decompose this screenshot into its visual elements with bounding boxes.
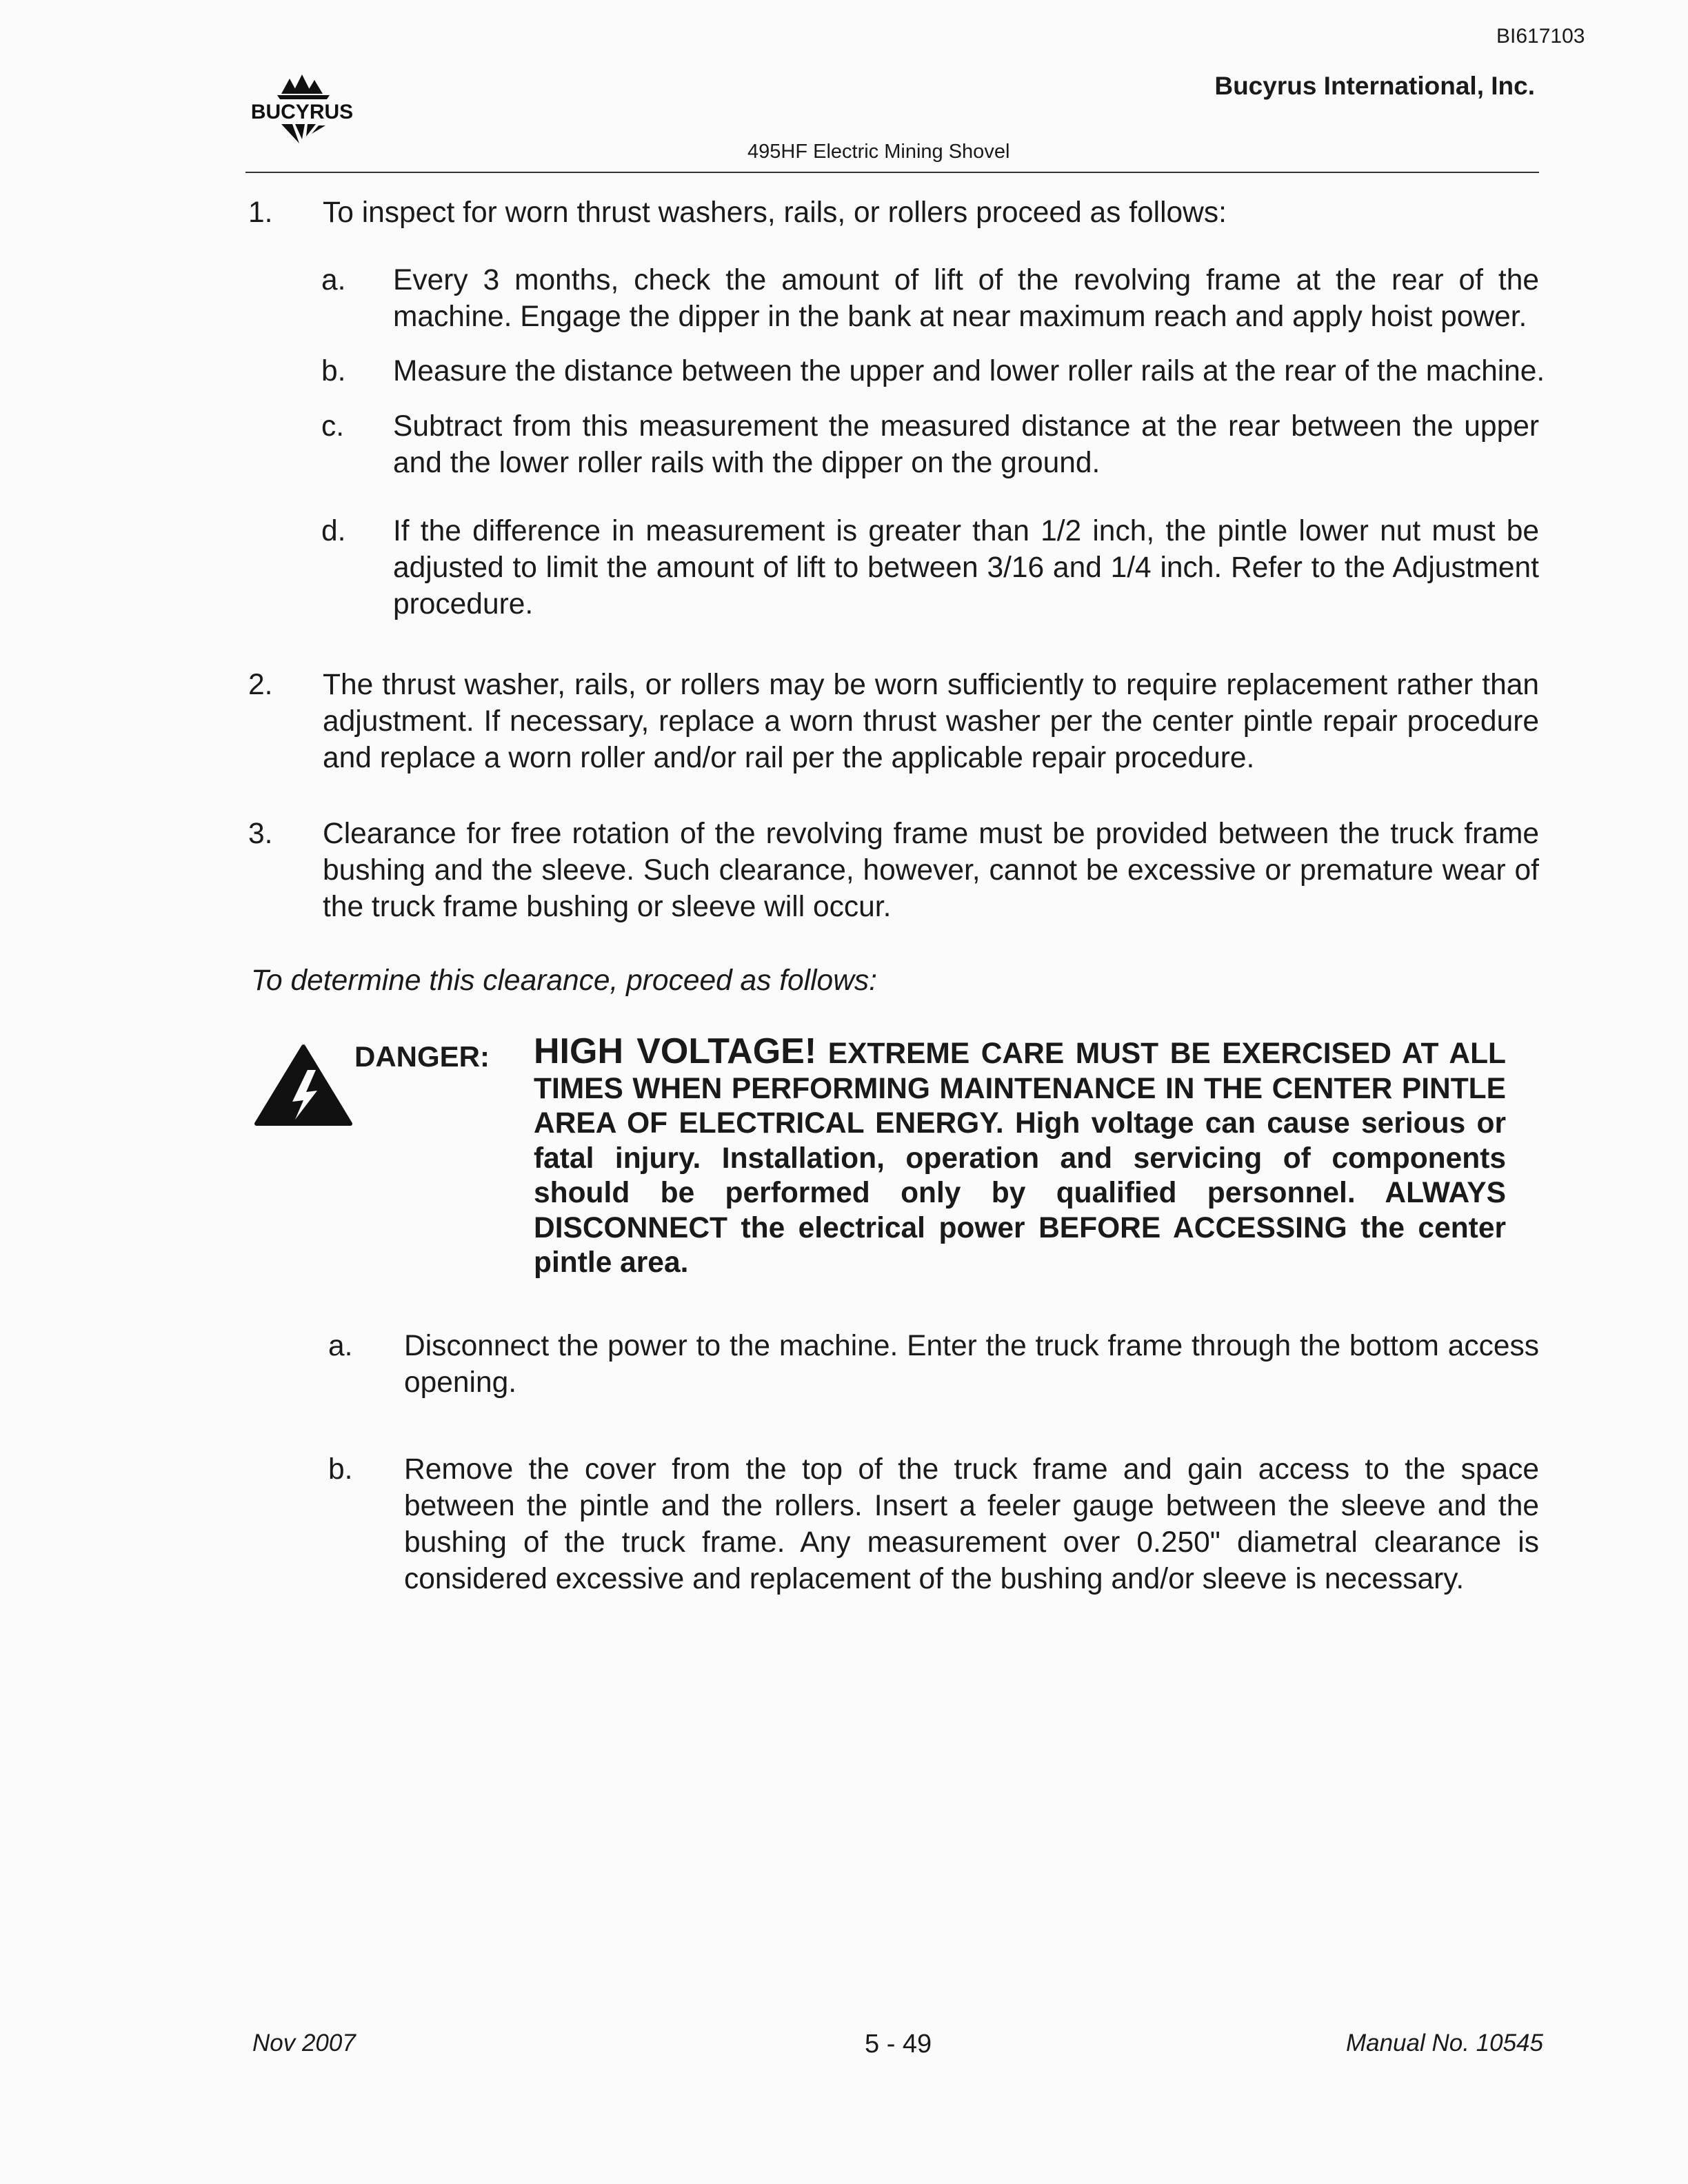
subitem-text: Subtract from this measurement the measured distance at the rear between the upper and the lower roller rails with the dipper on the ground. (393, 410, 1539, 479)
document-id: BI617103 (1496, 25, 1585, 48)
procedure-intro: To determine this clearance, proceed as follows: (251, 964, 877, 997)
footer-page-number: 5 - 49 (865, 2030, 932, 2059)
subitem-text: Every 3 months, check the amount of lift of the revolving frame at the rear of the machine. Engage the dipper in the bank at near maximum reach and apply hoist power. (393, 264, 1539, 333)
step-letter: a. (328, 1330, 353, 1362)
footer-manual-number: Manual No. 10545 (1345, 2030, 1543, 2056)
step-text: Remove the cover from the top of the truck frame and gain access to the space between the pintle and the rollers. Insert a feeler gauge between the sleeve and the bushing of the truck frame. Any measurement over 0.250" diametral clearance is considered excessive and replacement of the bushing and/or sleeve is necessary. (404, 1453, 1539, 1595)
item-text: To inspect for worn thrust washers, rails, or rollers proceed as follows: (323, 196, 1227, 229)
subitem-letter: d. (321, 515, 346, 547)
item-number: 2. (248, 669, 273, 701)
step-letter: b. (328, 1453, 353, 1486)
subitem-letter: c. (321, 410, 345, 443)
danger-message (534, 1031, 1507, 1281)
subitem-letter: b. (321, 355, 346, 387)
company-name: Bucyrus International, Inc. (1214, 72, 1535, 100)
item-text: The thrust washer, rails, or rollers may be worn sufficiently to require replacement rather than adjustment. If necessary, replace a worn thrust washer per the center pintle repair procedure and replace a worn roller and/or rail per the applicable repair procedure. (323, 669, 1539, 774)
footer-date: Nov 2007 (252, 2030, 356, 2056)
danger-body: EXTREME CARE MUST BE EXERCISED AT ALL TIMES WHEN PERFORMING MAINTENANCE IN THE CENTER PINTLE AREA OF ELECTRICAL ENERGY. High voltage can cause serious or fatal injury. Installation, operation and servicing of components should be performed only by qualified personnel. ALWAYS DISCONNECT the electrical power BEFORE ACCESSING the center pintle area. (534, 1038, 1507, 1279)
subitem-text: Measure the distance between the upper and lower roller rails at the rear of the machine. (393, 355, 1545, 387)
header-rule (245, 172, 1539, 173)
bucyrus-logo (241, 72, 365, 149)
danger-title: HIGH VOLTAGE! (534, 1031, 817, 1071)
logo-wordmark: BUCYRUS (250, 101, 354, 123)
item-text: Clearance for free rotation of the revolving frame must be provided between the truck frame bushing and the sleeve. Such clearance, however, cannot be excessive or premature wear of the truck frame bushing or sleeve will occur. (323, 818, 1539, 923)
subitem-text: If the difference in measurement is greater than 1/2 inch, the pintle lower nut must be adjusted to limit the amount of lift to between 3/16 and 1/4 inch. Refer to the Adjustment procedure. (393, 515, 1539, 620)
step-text: Disconnect the power to the machine. Enter the truck frame through the bottom access opening. (404, 1330, 1539, 1399)
subitem-letter: a. (321, 264, 346, 296)
item-number: 1. (248, 196, 273, 229)
item-number: 3. (248, 818, 273, 850)
manual-subtitle: 495HF Electric Mining Shovel (747, 141, 1010, 163)
high-voltage-warning-icon (254, 1044, 353, 1128)
danger-label: DANGER: (354, 1040, 490, 1073)
